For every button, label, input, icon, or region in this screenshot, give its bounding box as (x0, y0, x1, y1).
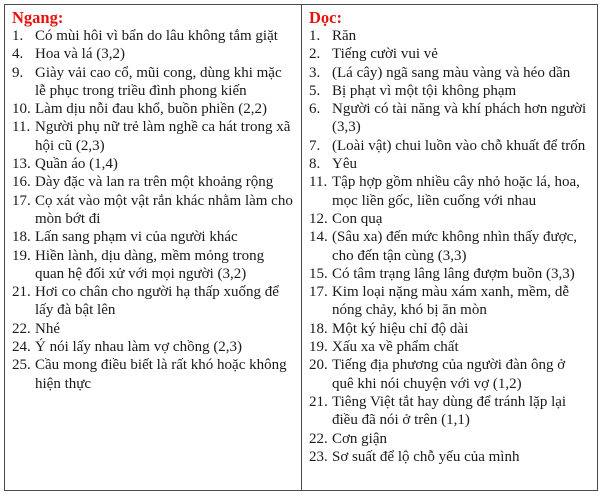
clue-text: Yêu (332, 156, 357, 173)
clue-item (309, 338, 592, 356)
clue-item (12, 356, 296, 393)
down-header: Dọc: (309, 8, 342, 27)
clue-number: 23. (309, 448, 328, 465)
clue-item (309, 265, 592, 283)
clue-text: Hoa và lá (3,2) (35, 46, 125, 63)
clue-item (309, 228, 592, 265)
clue-text: Nhé (35, 320, 60, 337)
clue-text: (Sâu xa) đến mức không nhìn thấy được, cho đến tận cùng (3,3) (332, 229, 577, 264)
across-header: Ngang: (12, 8, 64, 27)
clue-item (309, 155, 592, 173)
clue-number: 6. (309, 101, 321, 118)
clue-text: Làm dịu nỗi đau khổ, buồn phiền (2,2) (35, 101, 268, 118)
clue-item (12, 155, 296, 173)
clue-number: 17. (309, 284, 328, 301)
clue-text: Giày vải cao cổ, mũi cong, dùng khi mặc lễ phục trong triều đình phong kiến (35, 64, 282, 99)
clue-item (309, 210, 592, 228)
clue-text: Kim loại nặng màu xám xanh, mềm, dễ nóng chảy, khó bị ăn mòn (332, 284, 570, 319)
clue-text: Xấu xa về phẩm chất (332, 339, 459, 356)
clue-item (309, 45, 592, 63)
clue-item (12, 320, 296, 338)
clue-item (309, 173, 592, 210)
clue-item (309, 82, 592, 100)
clue-number: 13. (12, 156, 31, 173)
clue-text: Tiêng Việt tắt hay dùng để tránh lặp lại điều đã nói ở trên (1,1) (332, 393, 567, 429)
clue-number: 12. (309, 210, 328, 227)
clue-number: 22. (309, 430, 328, 447)
clue-text: Cọ xát vào một vật rắn khác nhằm làm cho mòn bớt đi (35, 192, 293, 227)
clue-text: Tập hợp gồm nhiều cây nhỏ hoặc lá, hoa, mọc liền gốc, liền cuống với nhau (332, 174, 580, 209)
clue-text: Cầu mong điều biết là rất khó hoặc không hiện thực (35, 357, 287, 392)
down-clue-list (309, 27, 592, 466)
clue-text: Hơi co chân cho người hạ thấp xuống để lấy đà bật lên (35, 284, 279, 319)
across-clues-column (5, 5, 301, 490)
clue-number: 21. (12, 284, 31, 301)
clue-item (12, 27, 296, 45)
clue-item (12, 173, 296, 191)
clue-item (309, 64, 592, 82)
clue-item (12, 64, 296, 101)
clue-item (12, 283, 296, 320)
clue-item (309, 448, 592, 466)
clue-item (309, 320, 592, 338)
clue-number: 5. (309, 82, 321, 99)
clue-number: 9. (12, 64, 24, 81)
clue-item (309, 27, 592, 45)
clue-text: Ý nói lấy nhau làm vợ chồng (2,3) (35, 339, 243, 356)
clue-number: 1. (309, 28, 321, 44)
crossword-clue-table (4, 4, 598, 491)
clue-item (309, 137, 592, 155)
clue-number: 2. (309, 46, 321, 63)
clue-text: (Loài vật) chui luồn vào chỗ khuất để trốn (332, 137, 586, 154)
clue-item (12, 118, 296, 155)
clue-number: 3. (309, 64, 321, 81)
clue-number: 15. (309, 265, 328, 282)
clue-number: 18. (309, 320, 328, 337)
clue-number: 16. (12, 174, 31, 191)
down-clues-column (301, 5, 597, 490)
clue-item (12, 100, 296, 118)
clue-text: Có mùi hôi vì bẩn do lâu không tắm giặt (35, 28, 278, 44)
clue-item (12, 45, 296, 63)
clue-text: (Lá cây) ngã sang màu vàng và héo dần (332, 64, 571, 81)
clue-text: Người có tài năng và khí phách hơn người (3,3) (332, 101, 587, 136)
clue-text: Con quạ (332, 210, 383, 227)
clue-number: 4. (12, 46, 24, 63)
clue-number: 1. (12, 28, 24, 44)
clue-item (309, 356, 592, 393)
across-clue-list (12, 27, 296, 393)
clue-text: Bị phạt vì một tội không phạm (332, 82, 517, 99)
clue-number: 25. (12, 357, 31, 374)
clue-text: Quần áo (1,4) (35, 156, 118, 173)
clue-number: 24. (12, 339, 31, 356)
clue-text: Tiếng địa phương của người đàn ông ở quê khi nói chuyện với vợ (1,2) (332, 357, 566, 392)
clue-text: Có tâm trạng lâng lâng đượm buồn (3,3) (332, 265, 575, 282)
clue-number: 18. (12, 229, 31, 246)
clue-text: Cơn giận (332, 430, 388, 447)
clue-text: Hiền lành, dịu dàng, mềm mỏng trong quan hệ đối xử với mọi người (3,2) (35, 247, 265, 282)
clue-number: 11. (309, 174, 328, 191)
clue-item (309, 430, 592, 448)
clue-number: 19. (12, 247, 31, 264)
clue-item (309, 283, 592, 320)
clue-number: 22. (12, 320, 31, 337)
clue-number: 20. (309, 357, 328, 374)
clue-text: Dày đặc và lan ra trên một khoảng rộng (35, 174, 274, 191)
clue-item (309, 393, 592, 430)
clue-number: 8. (309, 156, 321, 173)
clue-item (12, 192, 296, 229)
clue-number: 7. (309, 137, 321, 154)
clue-item (12, 247, 296, 284)
clue-text: Một ký hiệu chỉ độ dài (332, 320, 469, 337)
clue-number: 17. (12, 192, 31, 209)
clue-text: Sơ suất để lộ chỗ yếu của mình (332, 448, 520, 465)
clue-text: Người phụ nữ trẻ làm nghề ca hát trong xã hội cũ (2,3) (35, 119, 291, 154)
clue-text: Lấn sang phạm vi của người khác (35, 229, 238, 246)
clue-text: Tiếng cười vui vẻ (332, 46, 438, 63)
clue-number: 11. (12, 119, 31, 136)
clue-number: 10. (12, 101, 31, 118)
clue-number: 14. (309, 229, 328, 246)
clue-item (12, 338, 296, 356)
clue-item (12, 228, 296, 246)
clue-number: 21. (309, 393, 328, 410)
clue-text: Răn (332, 28, 357, 44)
clue-item (309, 100, 592, 137)
clue-number: 19. (309, 339, 328, 356)
